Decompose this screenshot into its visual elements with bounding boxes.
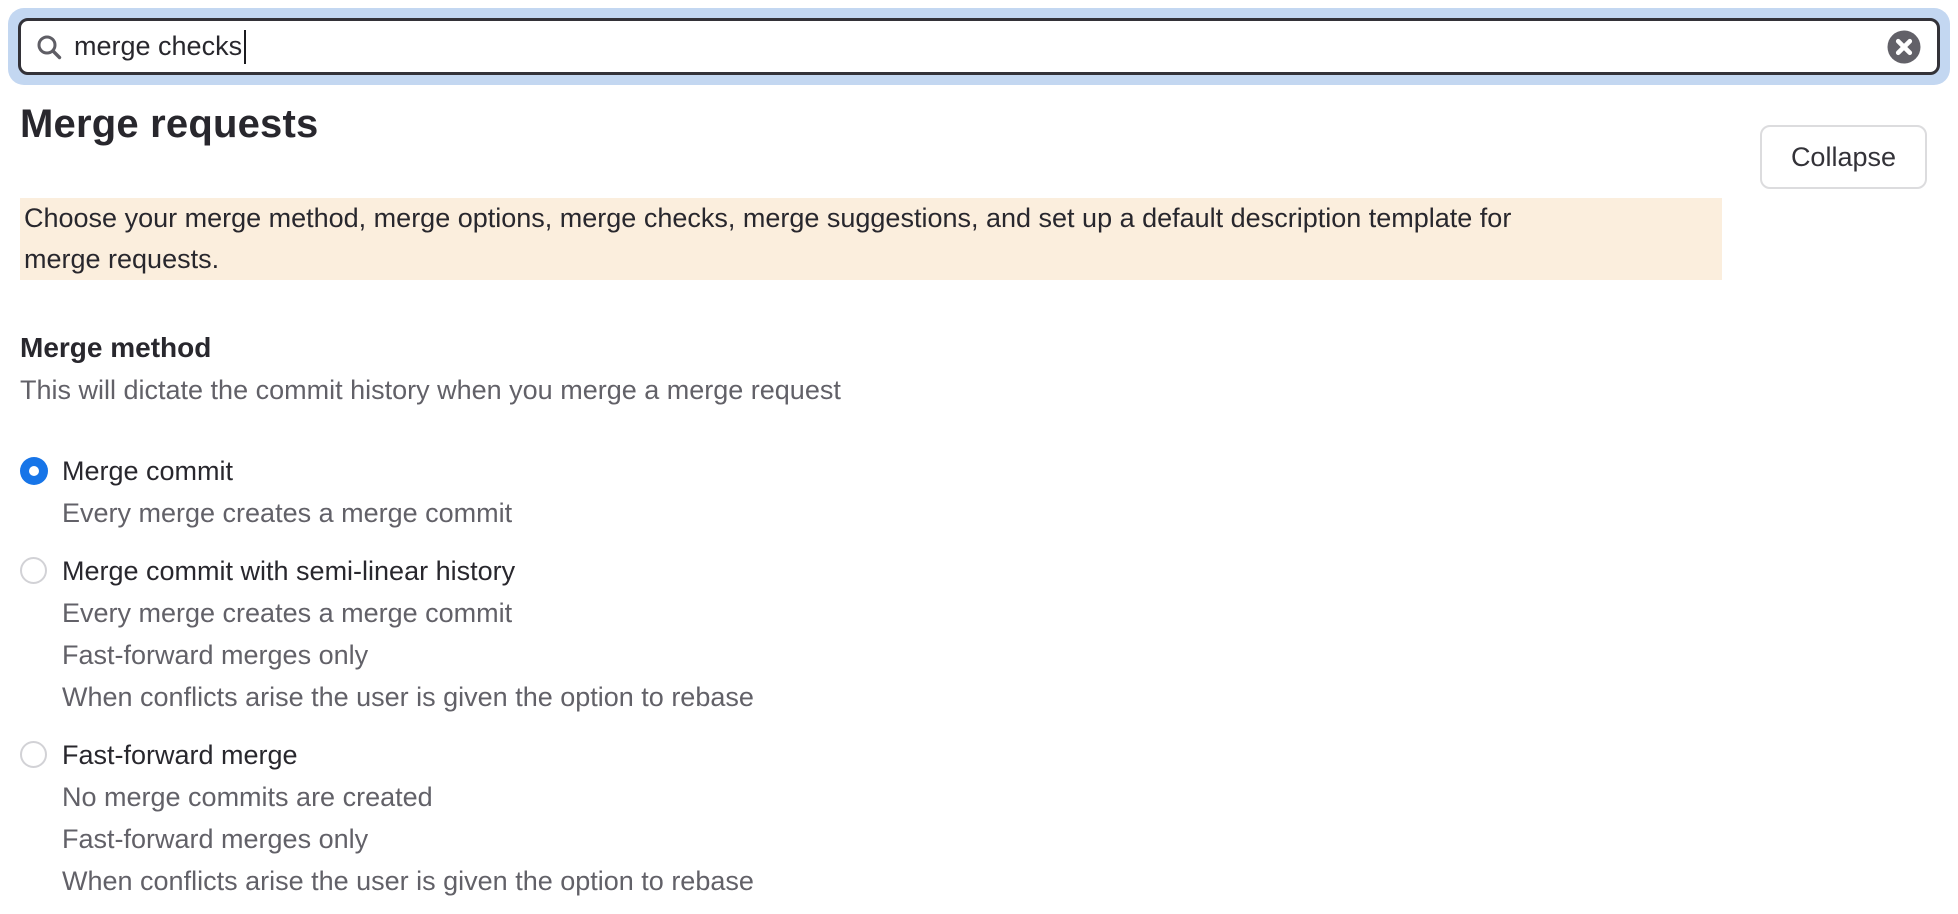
- merge-method-help: This will dictate the commit history when you merge a merge request: [20, 375, 841, 405]
- section-header: [20, 102, 1927, 198]
- option-description: When conflicts arise the user is given the option to rebase: [62, 866, 754, 896]
- merge-method-options: [20, 450, 1958, 902]
- option-label[interactable]: Fast-forward merge: [62, 740, 298, 770]
- radio-column: [20, 450, 62, 534]
- search-icon: [36, 34, 62, 60]
- collapse-button[interactable]: Collapse: [1760, 125, 1927, 189]
- option-description: Every merge creates a merge commit: [62, 598, 513, 628]
- option-description: Fast-forward merges only: [62, 824, 369, 854]
- radio-semi-linear[interactable]: [20, 557, 47, 584]
- radio-merge-commit[interactable]: [20, 457, 48, 485]
- search-input[interactable]: [18, 18, 1940, 75]
- option-description: No merge commits are created: [62, 782, 433, 812]
- radio-column: [20, 550, 62, 718]
- radio-column: [20, 734, 62, 902]
- search-input-value: merge checks: [74, 31, 243, 61]
- search-focus-ring: [8, 8, 1950, 85]
- merge-method-heading: Merge method: [20, 332, 212, 363]
- option-text: [62, 550, 754, 718]
- clear-search-icon[interactable]: [1887, 30, 1921, 64]
- option-description: When conflicts arise the user is given the option to rebase: [62, 682, 754, 712]
- option-label[interactable]: Merge commit: [62, 456, 234, 486]
- option-semi-linear: [20, 550, 1958, 718]
- page-title: Merge requests: [20, 102, 319, 146]
- radio-fast-forward[interactable]: [20, 741, 47, 768]
- option-text: [62, 734, 754, 902]
- option-merge-commit: [20, 450, 1958, 534]
- description-line: merge requests.: [24, 244, 220, 274]
- option-description: Fast-forward merges only: [62, 640, 369, 670]
- option-fast-forward: [20, 734, 1958, 902]
- option-description: Every merge creates a merge commit: [62, 498, 513, 528]
- text-caret: [244, 30, 246, 64]
- merge-method-section: [20, 332, 1958, 406]
- option-text: [62, 450, 512, 534]
- option-label[interactable]: Merge commit with semi-linear history: [62, 556, 516, 586]
- section-description: [20, 198, 1722, 280]
- description-line: Choose your merge method, merge options, merge checks, merge suggestions, and set up a default description template for: [24, 203, 1512, 233]
